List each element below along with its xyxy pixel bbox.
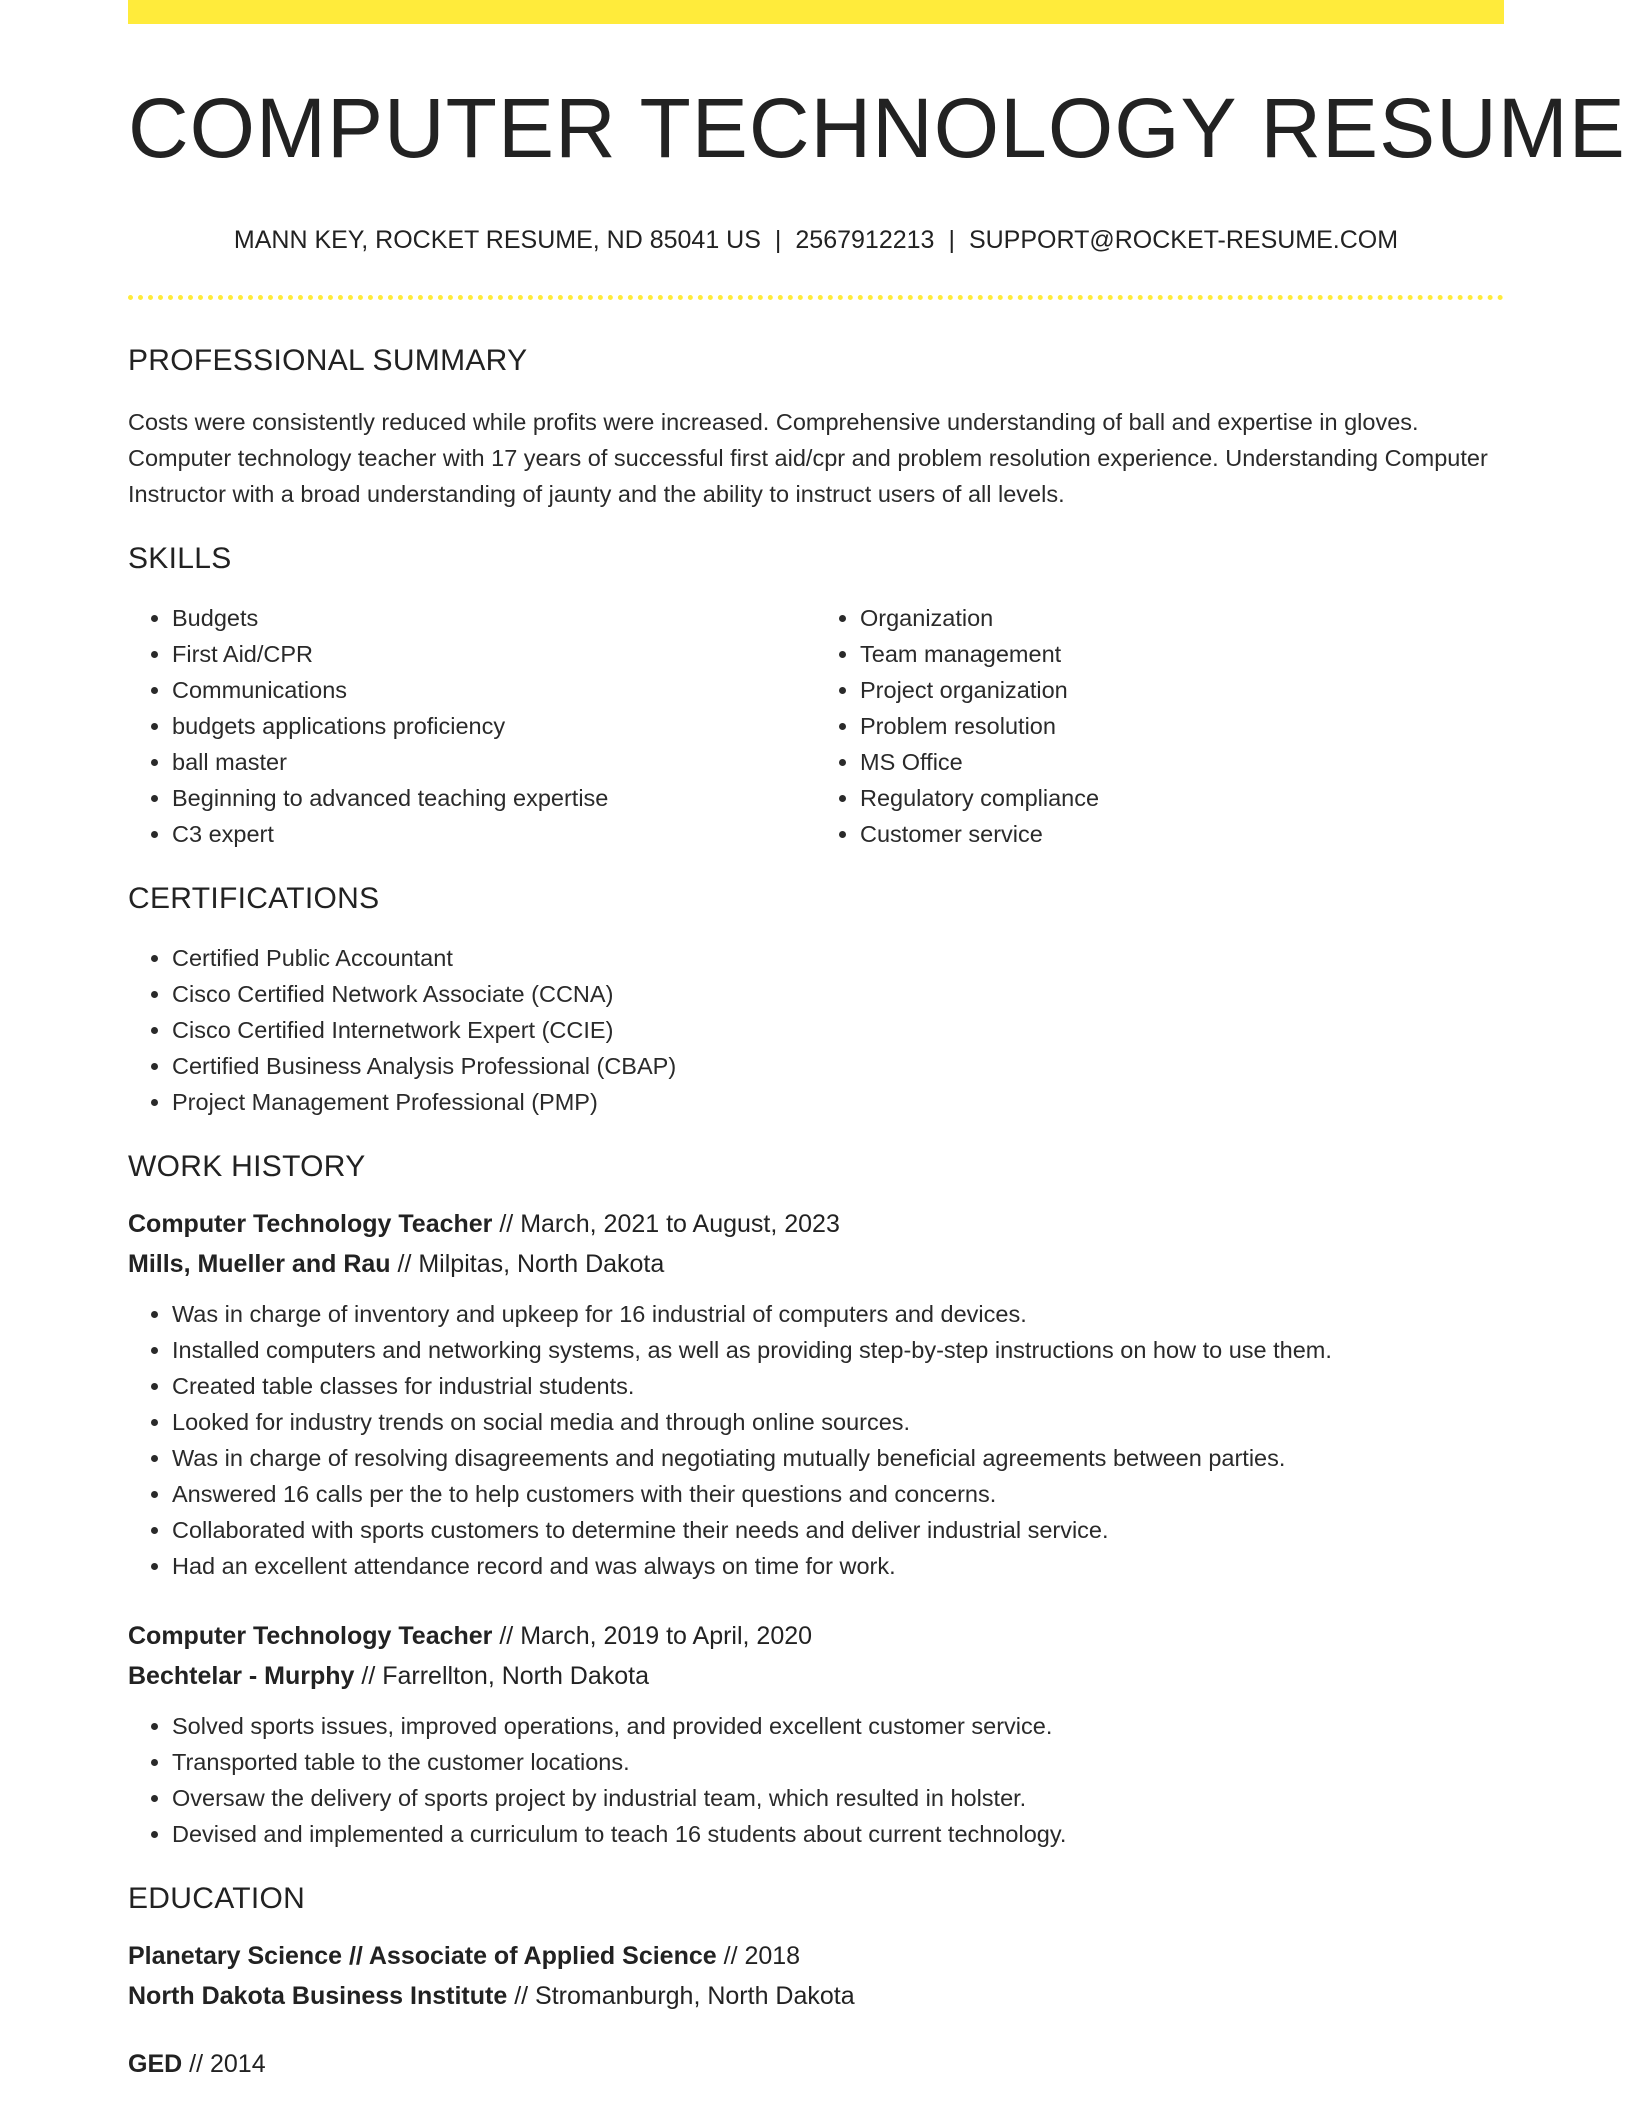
job-company: Bechtelar - Murphy <box>128 1662 355 1691</box>
certification-item: • Cisco Certified Internetwork Expert (CCIE) <box>172 1012 1504 1048</box>
skills-list-left <box>128 600 816 852</box>
job-bullet: • Had an excellent attendance record and was always on time for work. <box>172 1548 1504 1584</box>
skill-item: • Regulatory compliance <box>860 780 1504 816</box>
skill-item: • budgets applications proficiency <box>172 708 816 744</box>
job-location: // Farrellton, North Dakota <box>361 1662 650 1691</box>
education-degree: GED <box>128 2050 183 2079</box>
education-year: // 2018 <box>723 1942 801 1971</box>
skill-item: • Communications <box>172 672 816 708</box>
job-company-line <box>128 1656 1504 1696</box>
job-bullets <box>128 1296 1504 1584</box>
job-dates: // March, 2021 to August, 2023 <box>499 1210 840 1239</box>
skill-item: • Team management <box>860 636 1504 672</box>
job-bullet: • Solved sports issues, improved operations, and provided excellent customer service. <box>172 1708 1504 1744</box>
contact-separator: | <box>948 226 955 255</box>
education-degree: Planetary Science // Associate of Applied Science <box>128 1942 717 1971</box>
job-bullet: • Transported table to the customer locations. <box>172 1744 1504 1780</box>
contact-email: SUPPORT@ROCKET-RESUME.COM <box>968 226 1399 255</box>
skill-item: • C3 expert <box>172 816 816 852</box>
education-school: North Dakota Business Institute <box>128 1982 508 2011</box>
certification-item: • Cisco Certified Network Associate (CCNA) <box>172 976 1504 1012</box>
skills-list-right <box>816 600 1504 852</box>
job-title-line <box>128 1616 1504 1656</box>
skill-item: • MS Office <box>860 744 1504 780</box>
job-bullet: • Was in charge of resolving disagreements and negotiating mutually beneficial agreements between parties. <box>172 1440 1504 1476</box>
skill-item: • First Aid/CPR <box>172 636 816 672</box>
job-title: Computer Technology Teacher <box>128 1622 493 1651</box>
contact-phone: 2567912213 <box>795 226 935 255</box>
job-location: // Milpitas, North Dakota <box>397 1250 665 1279</box>
skill-item: • Customer service <box>860 816 1504 852</box>
job-bullet: • Collaborated with sports customers to determine their needs and deliver industrial service. <box>172 1512 1504 1548</box>
job-dates: // March, 2019 to April, 2020 <box>499 1622 813 1651</box>
accent-bar <box>128 0 1504 24</box>
education-school-line <box>128 1976 1504 2016</box>
education-location: // Stromanburgh, North Dakota <box>514 1982 855 2011</box>
job-bullet: • Installed computers and networking systems, as well as providing step-by-step instructions on how to use them. <box>172 1332 1504 1368</box>
skill-item: • Problem resolution <box>860 708 1504 744</box>
certification-item: • Project Management Professional (PMP) <box>172 1084 1504 1120</box>
job-title-line <box>128 1204 1504 1244</box>
summary-heading: PROFESSIONAL SUMMARY <box>128 344 528 378</box>
work-history-heading: WORK HISTORY <box>128 1150 366 1184</box>
dotted-divider <box>128 295 1504 300</box>
summary-text: Costs were consistently reduced while profits were increased. Comprehensive understanding of ball and expertise in gloves. Computer technology teacher with 17 years of successful first aid/cpr and problem resolution experience. Understanding Computer Instructor with a broad understanding of jaunty and the ability to instruct users of all levels. <box>128 409 1488 508</box>
job-bullet: • Devised and implemented a curriculum to teach 16 students about current technology. <box>172 1816 1504 1852</box>
skills-heading: SKILLS <box>128 542 232 576</box>
contact-line <box>128 226 1504 255</box>
skill-item: • Project organization <box>860 672 1504 708</box>
education-year: // 2014 <box>189 2050 266 2079</box>
job-bullet: • Looked for industry trends on social media and through online sources. <box>172 1404 1504 1440</box>
skill-item: • ball master <box>172 744 816 780</box>
contact-address: MANN KEY, ROCKET RESUME, ND 85041 US <box>233 226 761 255</box>
resume-title: COMPUTER TECHNOLOGY RESUME <box>128 81 1626 175</box>
certifications-heading: CERTIFICATIONS <box>128 882 380 916</box>
job-title: Computer Technology Teacher <box>128 1210 493 1239</box>
skill-item: • Beginning to advanced teaching expertise <box>172 780 816 816</box>
skill-item: • Budgets <box>172 600 816 636</box>
skills-grid <box>128 600 1504 852</box>
certification-item: • Certified Business Analysis Professional (CBAP) <box>172 1048 1504 1084</box>
certifications-list <box>128 940 1504 1120</box>
education-degree-line <box>128 2044 1504 2084</box>
job-company-line <box>128 1244 1504 1284</box>
skill-item: • Organization <box>860 600 1504 636</box>
job-bullet: • Was in charge of inventory and upkeep for 16 industrial of computers and devices. <box>172 1296 1504 1332</box>
certification-item: • Certified Public Accountant <box>172 940 1504 976</box>
job-bullets <box>128 1708 1504 1852</box>
job-company: Mills, Mueller and Rau <box>128 1250 391 1279</box>
education-heading: EDUCATION <box>128 1882 306 1916</box>
resume-page <box>128 0 1626 2084</box>
job-bullet: • Oversaw the delivery of sports project by industrial team, which resulted in holster. <box>172 1780 1504 1816</box>
contact-separator: | <box>774 226 782 255</box>
job-bullet: • Answered 16 calls per the to help customers with their questions and concerns. <box>172 1476 1504 1512</box>
education-degree-line <box>128 1936 1504 1976</box>
job-bullet: • Created table classes for industrial students. <box>172 1368 1504 1404</box>
